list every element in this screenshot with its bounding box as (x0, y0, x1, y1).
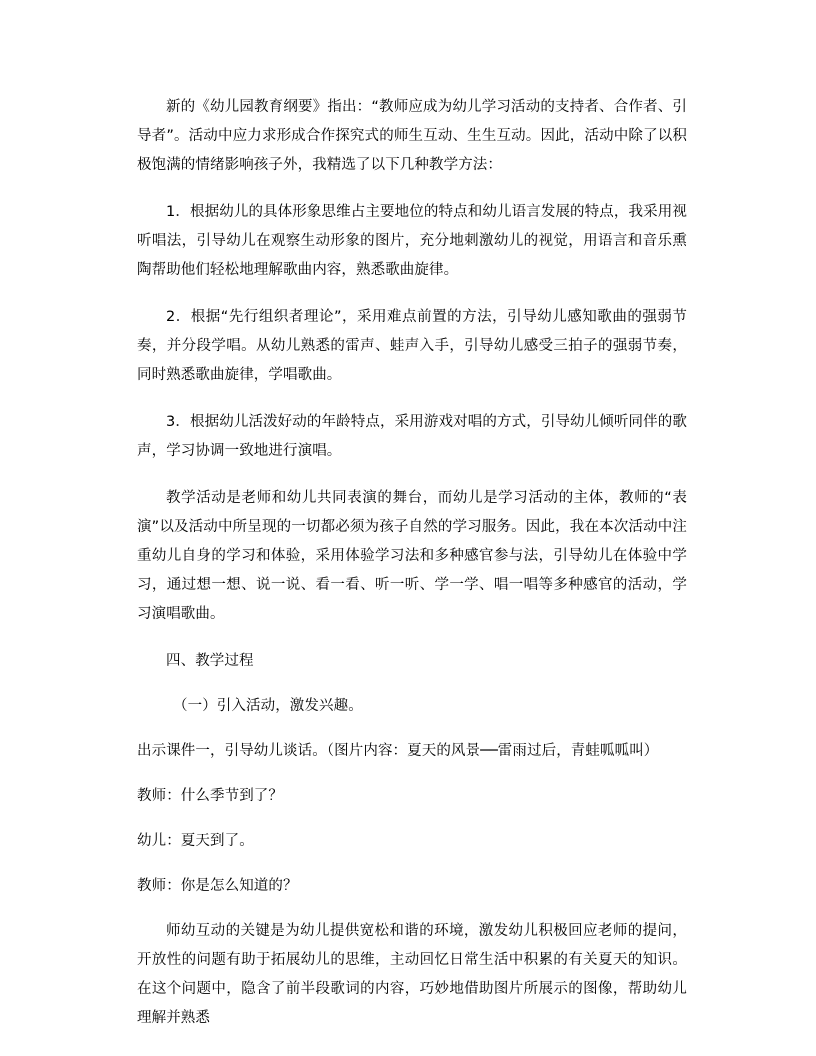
paragraph-intro: 新的《幼儿园教育纲要》指出：“教师应成为幼儿学习活动的支持者、合作者、引导者”。活动中应力求形成合作探究式的师生互动、生生互动。因此，活动中除了以积极饱满的情绪影响孩子外，我精选了以下几种教学方法： (137, 99, 687, 173)
paragraph-teaching-stage: 教学活动是老师和幼儿共同表演的舞台，而幼儿是学习活动的主体，教师的“表演”以及活动中所呈现的一切都必须为孩子自然的学习服务。因此，我在本次活动中注重幼儿自身的学习和体验，采用体验学习法和多种感官参与法，引导幼儿在体验中学习，通过想一想、说一说、看一看、听一听、学一学、唱一唱等多种感官的活动，学习演唱歌曲。 (137, 490, 687, 622)
paragraph-method-1: 1．根据幼儿的具体形象思维占主要地位的特点和幼儿语言发展的特点，我采用视听唱法，引导幼儿在观察生动形象的图片，充分地刺激幼儿的视觉，用语言和音乐熏陶帮助他们轻松地理解歌曲内容，熟悉歌曲旋律。 (137, 204, 687, 278)
paragraph-method-3: 3．根据幼儿活泼好动的年龄特点，采用游戏对唱的方式，引导幼儿倾听同伴的歌声，学习协调一致地进行演唱。 (137, 414, 687, 459)
dialogue-teacher-2: 教师：你是怎么知道的？ (137, 878, 298, 894)
paragraph-courseware-1: 出示课件一，引导幼儿谈话。（图片内容：夏天的风景──雷雨过后，青蛙呱呱叫） (137, 743, 659, 759)
paragraph-interaction-analysis: 师幼互动的关键是为幼儿提供宽松和谐的环境，激发幼儿积极回应老师的提问，开放性的问题有助于拓展幼儿的思维，主动回忆日常生活中积累的有关夏天的知识。在这个问题中，隐含了前半段歌词的内容，巧妙地借助图片所展示的图像，帮助幼儿理解并熟悉 (137, 923, 687, 1026)
paragraph-method-2: 2．根据“先行组织者理论”，采用难点前置的方法，引导幼儿感知歌曲的强弱节奏，并分段学唱。从幼儿熟悉的雷声、蛙声入手，引导幼儿感受三拍子的强弱节奏，同时熟悉歌曲旋律，学唱歌曲。 (137, 309, 687, 383)
subsection-heading-intro-activity: （一）引入活动，激发兴趣。 (173, 698, 363, 714)
section-heading-teaching-process: 四、教学过程 (166, 653, 254, 669)
document-body (137, 93, 687, 1051)
dialogue-child-1: 幼儿：夏天到了。 (137, 833, 254, 849)
dialogue-teacher-1: 教师：什么季节到了？ (137, 788, 283, 804)
